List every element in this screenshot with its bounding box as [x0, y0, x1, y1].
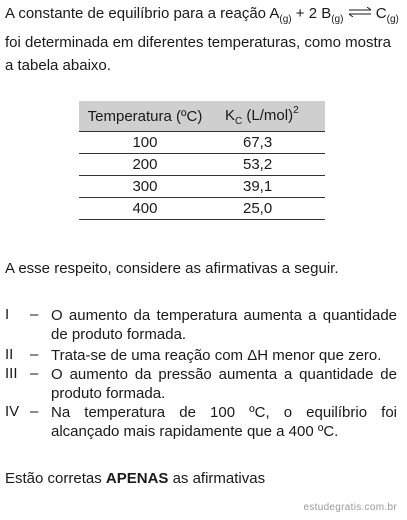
cell-kc: 39,1 — [211, 176, 325, 198]
item-text: Na temperatura de 100 ºC, o equilíbrio foi alcançado mais rapidamente que a 400 ºC. — [51, 404, 397, 440]
kc-subscript: C — [235, 116, 243, 127]
table-row — [79, 132, 325, 154]
item-number: II — [5, 346, 14, 363]
prompt-text-end: as afirmativas — [168, 470, 266, 487]
equilibrium-arrows-icon — [348, 7, 372, 17]
subscript-g: (g) — [386, 14, 399, 25]
item-number: I — [5, 306, 10, 323]
table-row — [79, 176, 325, 198]
table-row — [79, 198, 325, 220]
item-text: Trata-se de uma reação com ΔH menor que zero. — [51, 347, 382, 364]
intro-line-2: foi determinada em diferentes temperaturas, como mostra — [5, 34, 392, 51]
cell-kc: 53,2 — [211, 154, 325, 176]
item-dash: – — [30, 403, 39, 420]
item-dash: – — [30, 365, 39, 382]
kc-symbol: K — [224, 107, 235, 124]
table-header-row — [79, 101, 325, 132]
item-text: O aumento da pressão aumenta a quantidade de produto formada. — [51, 366, 397, 402]
cell-temperature: 100 — [79, 132, 211, 154]
table-row — [79, 154, 325, 176]
kc-unit: (L/mol) — [242, 107, 294, 124]
cell-kc: 25,0 — [211, 198, 325, 220]
item-dash: – — [30, 306, 39, 323]
cell-temperature: 400 — [79, 198, 211, 220]
intro-text: A constante de equilíbrio para a reação A — [5, 5, 280, 22]
statement-paragraph: A esse respeito, considere as afirmativas a seguir. — [5, 260, 339, 277]
item-text: O aumento da temperatura aumenta a quantidade de produto formada. — [51, 307, 397, 343]
kc-superscript: 2 — [293, 105, 299, 116]
prompt-emphasis: APENAS — [105, 470, 169, 487]
item-number: III — [5, 365, 18, 382]
item-dash: – — [30, 346, 39, 363]
equilibrium-table — [79, 101, 325, 220]
subscript-g: (g) — [279, 14, 292, 25]
intro-line-3: a tabela abaixo. — [5, 57, 111, 74]
question-prompt — [5, 470, 265, 487]
cell-kc: 67,3 — [211, 132, 325, 154]
cell-temperature: 300 — [79, 176, 211, 198]
intro-line-1 — [5, 2, 399, 31]
subscript-g: (g) — [331, 14, 344, 25]
question-intro — [5, 2, 399, 77]
header-kc — [211, 101, 325, 132]
header-temperature: Temperatura (ºC) — [79, 101, 211, 132]
site-watermark: estudegratis.com.br — [303, 502, 397, 513]
intro-product: C — [375, 5, 387, 22]
cell-temperature: 200 — [79, 154, 211, 176]
prompt-text: Estão corretas — [5, 470, 106, 487]
intro-reactant-b: + 2 B — [291, 5, 332, 22]
item-number: IV — [5, 403, 20, 420]
